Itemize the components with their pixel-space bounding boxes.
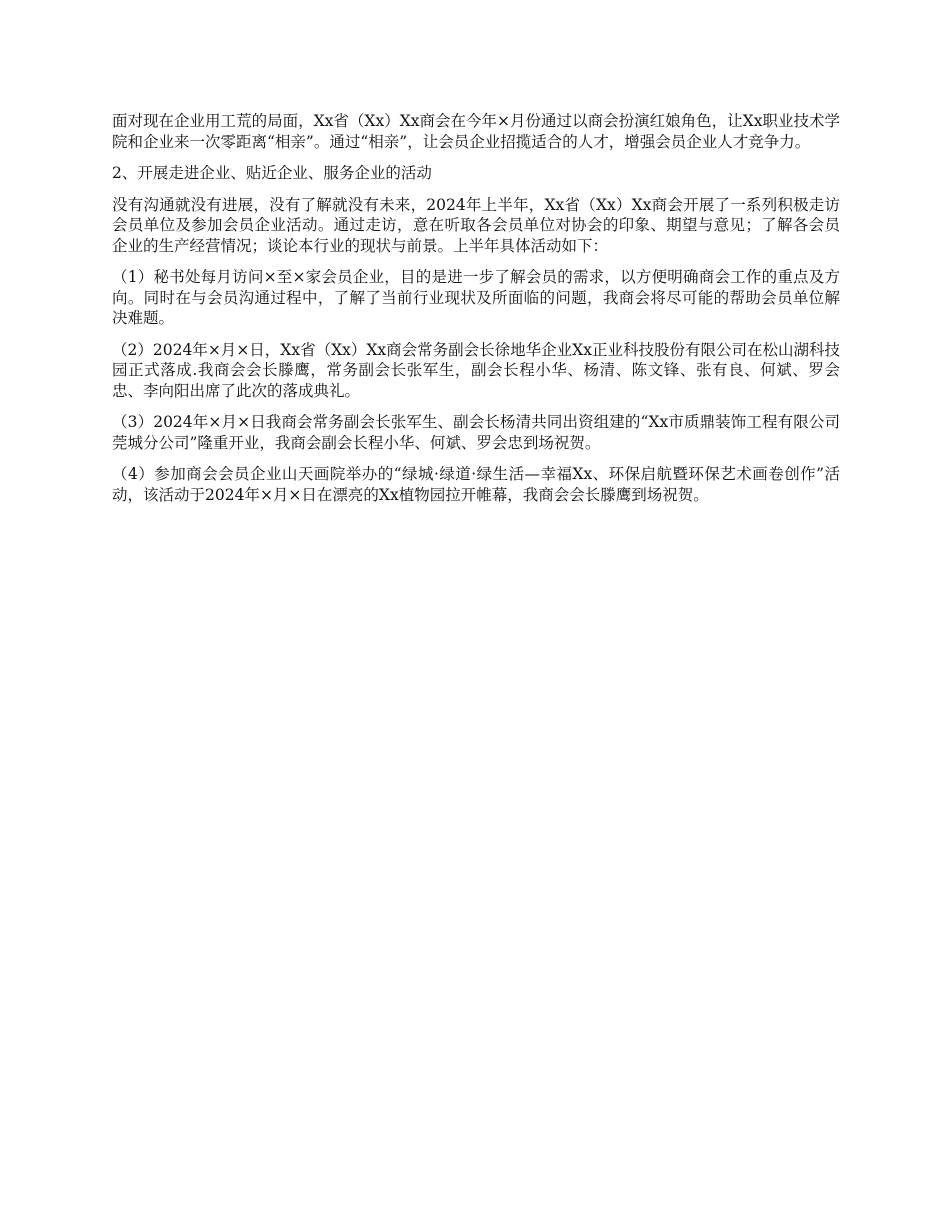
paragraph-recruitment: 面对现在企业用工荒的局面，Xx省（Xx）Xx商会在今年×月份通过以商会扮演红娘角色，让Xx职业技术学院和企业来一次零距离“相亲”。通过“相亲”，让会员企业招揽适合的人才，增强会员企业人才竞争力。 — [112, 112, 840, 151]
document-body — [112, 111, 840, 516]
paragraph-item-1: （1）秘书处每月访问×至×家会员企业，目的是进一步了解会员的需求，以方便明确商会工作的重点及方向。同时在与会员沟通过程中，了解了当前行业现状及所面临的问题，我商会将尽可能的帮助会员单位解决难题。 — [112, 268, 840, 327]
paragraph-item-2: （2）2024年×月×日，Xx省（Xx）Xx商会常务副会长徐地华企业Xx正业科技股份有限公司在松山湖科技园正式落成.我商会会长滕鹰，常务副会长张军生，副会长程小华、杨清、陈文锋、张有良、何斌、罗会忠、李向阳出席了此次的落成典礼。 — [112, 340, 840, 400]
section-heading-2: 2、开展走进企业、贴近企业、服务企业的活动 — [112, 164, 432, 182]
paragraph-visits-intro: 没有沟通就没有进展，没有了解就没有未来，2024年上半年，Xx省（Xx）Xx商会开展了一系列积极走访会员单位及参加会员企业活动。通过走访，意在听取各会员单位对协会的印象、期望与意见；了解各会员企业的生产经营情况；谈论本行业的现状与前景。上半年具体活动如下： — [112, 195, 840, 255]
paragraph-item-4: （4）参加商会会员企业山天画院举办的“绿城·绿道·绿生活—幸福Xx、环保启航暨环保艺术画卷创作”活动，该活动于2024年×月×日在漂亮的Xx植物园拉开帷幕，我商会会长滕鹰到场祝贺。 — [112, 465, 840, 504]
paragraph-item-3: （3）2024年×月×日我商会常务副会长张军生、副会长杨清共同出资组建的“Xx市质鼎装饰工程有限公司莞城分公司”隆重开业，我商会副会长程小华、何斌、罗会忠到场祝贺。 — [112, 413, 840, 452]
